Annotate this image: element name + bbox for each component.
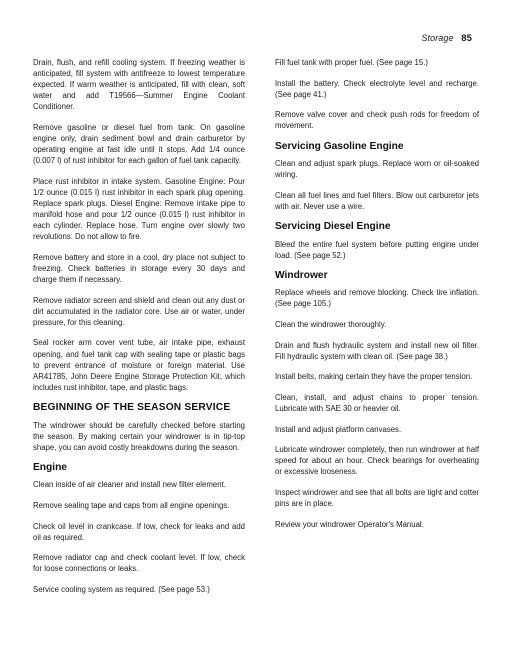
- heading-gasoline-engine: Servicing Gasoline Engine: [275, 140, 404, 152]
- paragraph-cooling-system: Drain, flush, and refill cooling system. If freezing weather is anticipated, fill system with antifreeze to lowest temperature expected. If warm weather is anticipated, fill with clean, soft water and add T19566—Summer Engine Coolant Conditioner.: [33, 58, 245, 112]
- paragraph-fuel-lines: Clean all fuel lines and fuel filters. Blow out carburetor jets with air. Never use a wire.: [275, 190, 479, 211]
- paragraph-belts: Install belts, making certain they have the proper tension.: [275, 372, 473, 382]
- paragraph-wheels: Replace wheels and remove blocking. Check tire inflation. (See page 105.): [275, 288, 479, 309]
- heading-windrower: Windrower: [275, 270, 328, 282]
- paragraph-spark-plugs: Clean and adjust spark plugs. Replace worn or oil-soaked wiring.: [275, 159, 479, 180]
- paragraph-canvases: Install and adjust platform canvases.: [275, 424, 402, 434]
- paragraph-install-battery: Install the battery. Check electrolyte level and recharge. (See page 41.): [275, 78, 479, 99]
- paragraph-valve-cover: Remove valve cover and check push rods for freedom of movement.: [275, 110, 479, 131]
- heading-season-service: BEGINNING OF THE SEASON SERVICE: [33, 402, 231, 414]
- paragraph-air-cleaner: Clean inside of air cleaner and install new filter element.: [33, 480, 226, 490]
- paragraph-remove-tape: Remove sealing tape and caps from all engine openings.: [33, 501, 230, 510]
- right-column: [275, 57, 479, 539]
- left-column: [33, 57, 245, 605]
- paragraph-bleed-fuel: Bleed the entire fuel system before putting engine under load. (See page 52.): [275, 239, 479, 260]
- paragraph-rust-inhibitor: Place rust inhibitor in intake system. Gasoline Engine: Pour 1/2 ounce (0.015 l) rust inhibitor in each spark plug opening. Replace spark plugs. Diesel Engine: Remove intake pipe to manifold hose and pour 1/2 ounce (0.015 l) rust inhibitor in each cylinder. Replace hose. Turn engine over slowly two revolutions. Do not allow to fire.: [33, 176, 245, 242]
- paragraph-chains: Clean, install, and adjust chains to proper tension. Lubricate with SAE 30 or heavier oil.: [275, 392, 479, 413]
- paragraph-inspect: Inspect windrower and see that all bolts are tight and cotter pins are in place.: [275, 487, 479, 509]
- paragraph-coolant-level: Remove radiator cap and check coolant level. If low, check for loose connections or leaks.: [33, 553, 245, 574]
- paragraph-fill-fuel: Fill fuel tank with proper fuel. (See page 15.): [275, 58, 428, 67]
- paragraph-oil-level: Check oil level in crankcase. If low, check for leaks and add oil as required.: [33, 521, 245, 542]
- paragraph-hydraulic: Drain and flush hydraulic system and install new oil filter. Fill hydraulic system with clean oil. (See page 38.): [275, 340, 479, 361]
- section-title: Storage: [421, 33, 454, 43]
- page-number: 85: [461, 33, 472, 44]
- heading-engine: Engine: [33, 462, 67, 474]
- paragraph-battery-storage: Remove battery and store in a cool, dry place not subject to freezing. Check batteries in storage every 30 days and charge them if necessary.: [33, 252, 245, 285]
- paragraph-review-manual: Review your windrower Operator's Manual.: [275, 519, 424, 529]
- paragraph-radiator-cleaning: Remove radiator screen and shield and clean out any dust or dirt accumulated in the radiator core. Use air or water, under pressure, for this cleaning.: [33, 295, 245, 327]
- paragraph-service-cooling: Service cooling system as required. (See page 53.): [33, 584, 210, 594]
- paragraph-seal-openings: Seal rocker arm cover vent tube, air intake pipe, exhaust opening, and fuel tank cap with sealing tape or plastic bags to prevent entrance of moisture or foreign material. Use AR41785, John Deere Engine Storage Protection Kit, which includes rust inhibitor, tape, and plastic bags.: [33, 338, 245, 392]
- paragraph-season-intro: The windrower should be carefully checked before starting the season. By making certain your windrower is in tip-top shape, you can avoid costly breakdowns during the season.: [33, 420, 245, 452]
- paragraph-clean-windrower: Clean the windrower thoroughly.: [275, 320, 387, 329]
- paragraph-lubricate: Lubricate windrower completely, then run windrower at half speed for about an hour. Check bearings for overheating or excessive looseness.: [275, 445, 479, 477]
- heading-diesel-engine: Servicing Diesel Engine: [275, 221, 391, 233]
- page-header: [421, 33, 472, 44]
- paragraph-fuel-removal: Remove gasoline or diesel fuel from tank. On gasoline engine only, drain sediment bowl and drain carburetor by operating engine at fast idle until it stops. Add 1/4 ounce (0.007 l) of rust inhibitor for each gallon of fuel tank capacity.: [33, 122, 245, 166]
